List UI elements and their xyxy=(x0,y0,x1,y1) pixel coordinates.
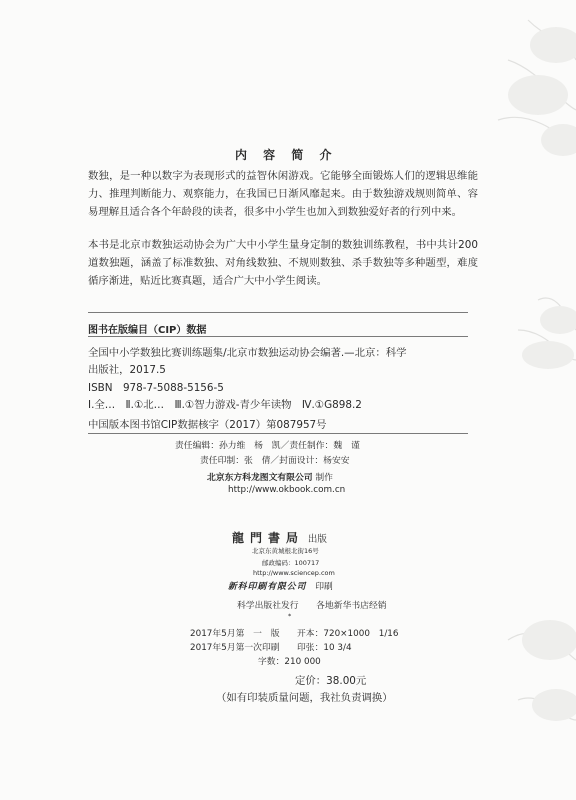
cip-line-1: 全国中小学数独比赛训练题集/北京市数独运动协会编著.—北京：科学 xyxy=(88,347,407,359)
production-suffix: 制作 xyxy=(315,473,333,483)
credits-url: http://www.okbook.com.cn xyxy=(228,485,346,495)
sheets-line: 印张：10 3/4 xyxy=(297,643,352,653)
credits-design: 责任印制：张 倩／封面设计：杨安安 xyxy=(200,456,350,466)
cip-bottom-divider xyxy=(88,433,468,434)
edition-line: 2017年5月第 一 版 xyxy=(190,629,280,639)
intro-paragraph-2: 本书是北京市数独运动协会为广大中小学生量身定制的数独训练教程，书中共计200道数独题，涵盖了标准数独、对角线数独、不规则数独、杀手数独等多种题型，难度循序渐进，贴近比赛真题，适合广大中小学生阅读。 xyxy=(88,239,478,287)
credits-editors: 责任编辑：孙力维 杨 凯／责任制作：魏 谨 xyxy=(175,441,360,451)
printing-line: 2017年5月第一次印刷 xyxy=(190,643,280,653)
publisher-logo-text: 龍門書局 xyxy=(232,531,305,545)
cip-record-number: 中国版本图书馆CIP数据核字（2017）第087957号 xyxy=(88,419,327,431)
floral-decoration-image xyxy=(468,0,576,800)
cip-line-2: 出版社，2017.5 xyxy=(88,364,166,376)
cip-top-divider xyxy=(88,312,468,313)
publisher-suffix: 出版 xyxy=(307,534,327,545)
format-line: 开本：720×1000 1/16 xyxy=(297,629,399,639)
cip-isbn: ISBN 978-7-5088-5156-5 xyxy=(88,382,224,394)
quality-notice: （如有印装质量问题，我社负责调换） xyxy=(216,692,393,704)
separator-star: * xyxy=(288,612,292,620)
printer-name: 新科印刷有限公司 xyxy=(228,582,307,592)
publisher-website: http://www.sciencep.com xyxy=(253,569,335,577)
price: 定价：38.00元 xyxy=(295,675,367,687)
cip-heading-divider xyxy=(88,336,468,337)
cip-classification: Ⅰ.全… Ⅱ.①北… Ⅲ.①智力游戏-青少年读物 Ⅳ.①G898.2 xyxy=(88,399,362,411)
publisher-postcode: 邮政编码：100717 xyxy=(262,559,320,567)
word-count: 字数：210 000 xyxy=(258,657,321,667)
publisher-line xyxy=(232,529,327,546)
publisher-address: 北京东黄城根北街16号 xyxy=(252,547,319,555)
intro-paragraph-1: 数独，是一种以数字为表现形式的益智休闲游戏。它能够全面锻炼人们的逻辑思维能力、推理判断能力、观察能力，在我国已日渐风靡起来。由于数独游戏规则简单、容易理解且适合各个年龄段的读者，很多中小学生也加入到数独爱好者的行列中来。 xyxy=(88,170,478,218)
intro-title: 内 容 简 介 xyxy=(235,148,338,162)
distribution: 科学出版社发行 各地新华书店经销 xyxy=(237,601,387,611)
credits-production xyxy=(207,470,333,483)
printer-line xyxy=(228,579,333,592)
printer-suffix: 印刷 xyxy=(315,582,333,592)
production-company: 北京东方科龙图文有限公司 xyxy=(207,473,313,483)
cip-heading: 图书在版编目（CIP）数据 xyxy=(88,325,207,336)
